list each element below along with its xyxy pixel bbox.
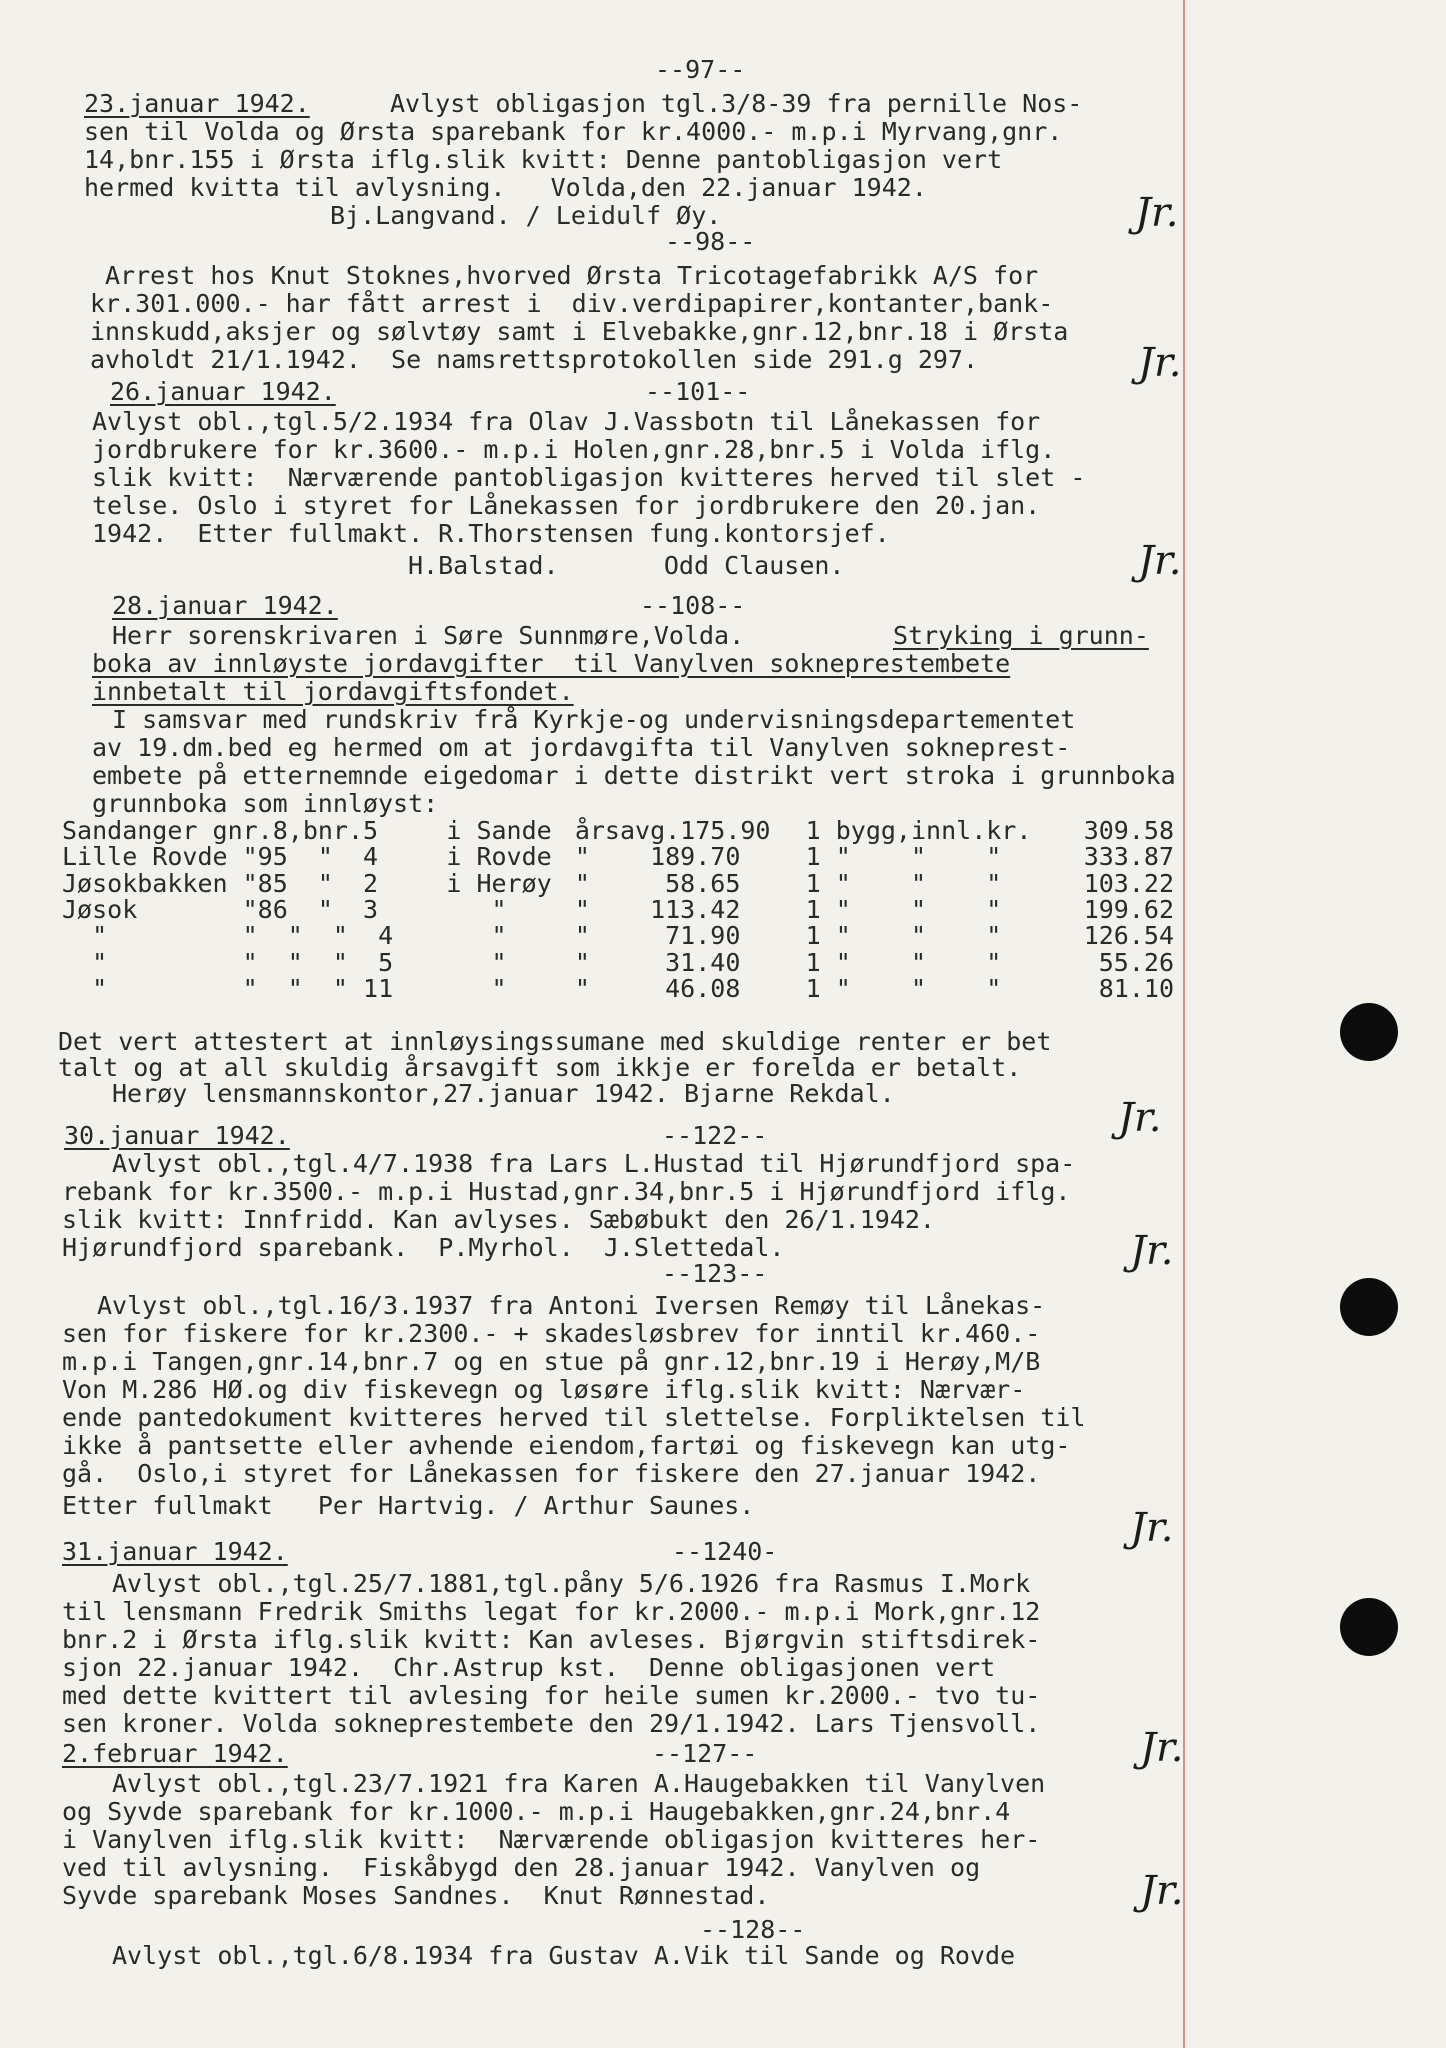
punch-hole	[1340, 1278, 1398, 1336]
entry-date: 23.januar 1942.	[84, 89, 310, 118]
entry-text-line: Hjørundfjord sparebank. P.Myrhol. J.Slettedal.	[62, 1233, 785, 1262]
table-cell: " 31.40	[574, 947, 741, 977]
table-row	[58, 871, 1178, 897]
entry-text-line: innskudd,aksjer og sølvtøy samt i Elvebakke,gnr.12,bnr.18 i Ørsta	[90, 317, 1069, 346]
entry-text-line: av 19.dm.bed eg hermed om at jordavgifta til Vanylven sokneprest-	[92, 733, 1071, 762]
entry-text-line: til lensmann Fredrik Smiths legat for kr.2000.- m.p.i Mork,gnr.12	[62, 1597, 1041, 1626]
entry-text-line: 14,bnr.155 i Ørsta iflg.slik kvitt: Denne pantobligasjon vert	[84, 145, 1003, 174]
entry-number: --127--	[652, 1739, 758, 1768]
entry-heading: innbetalt til jordavgiftsfondet.	[92, 677, 574, 706]
table-cell: 1 bygg,innl.kr.	[805, 816, 1032, 846]
table-cell: 199.62	[1083, 895, 1174, 925]
table-cell: Sandanger gnr.8,bnr.5	[62, 816, 379, 846]
table-row	[58, 949, 1178, 975]
page-number: --97--	[655, 55, 746, 84]
entry-text-line: og Syvde sparebank for kr.1000.- m.p.i Haugebakken,gnr.24,bnr.4	[62, 1797, 1011, 1826]
margin-initials: Jr.	[1140, 1725, 1184, 1771]
entry-text-line: Etter fullmakt Per Hartvig. / Arthur Saunes.	[62, 1491, 755, 1520]
entry-number: --108--	[640, 591, 746, 620]
entry-text-line: Avlyst obl.,tgl.23/7.1921 fra Karen A.Haugebakken til Vanylven	[112, 1769, 1046, 1798]
entry-text-line: sen for fiskere for kr.2300.- + skadesløsbrev for inntil kr.460.-	[62, 1319, 1041, 1348]
table-cell: Jøsokbakken "85 " 2	[62, 868, 379, 898]
entry-text-line: Von M.286 HØ.og div fiskevegn og løsøre iflg.slik kvitt: Nærvær-	[62, 1375, 1026, 1404]
entry-text-line: ikke å pantsette eller avhende eiendom,fartøi og fiskevegn kan utg-	[62, 1431, 1071, 1460]
entry-signature: H.Balstad. Odd Clausen.	[408, 551, 845, 580]
table-cell: 1 " " "	[805, 868, 1002, 898]
table-cell: 1 " " "	[805, 895, 1002, 925]
entry-date: 26.januar 1942.	[110, 377, 336, 406]
entry-text-line: Det vert attestert at innløysingssumane med skuldige renter er bet	[58, 1027, 1052, 1056]
entry-text-line: Avlyst obl.,tgl.6/8.1934 fra Gustav A.Vik til Sande og Rovde	[112, 1941, 1016, 1970]
table-cell: " 58.65	[574, 868, 741, 898]
entry-text-line: 1942. Etter fullmakt. R.Thorstensen fung.kontorsjef.	[92, 519, 890, 548]
entry-number: --98--	[665, 227, 756, 256]
table-cell: i Rovde	[446, 842, 552, 872]
entry-text-line: grunnboka som innløyst:	[92, 789, 439, 818]
table-cell: 333.87	[1083, 842, 1174, 872]
margin-initials: Jr.	[1138, 340, 1182, 386]
entry-text-line: gå. Oslo,i styret for Lånekassen for fiskere den 27.januar 1942.	[62, 1459, 1041, 1488]
entry-number: --122--	[662, 1121, 768, 1150]
table-cell: "	[446, 947, 507, 977]
punch-hole	[1340, 1003, 1398, 1061]
table-row	[58, 818, 1178, 844]
table-cell: i Herøy	[446, 868, 552, 898]
margin-initials: Jr.	[1135, 190, 1179, 236]
table-row	[58, 897, 1178, 923]
entry-text-line: embete på etternemnde eigedomar i dette distrikt vert stroka i grunnboka	[92, 761, 1176, 790]
entry-text-line: Avlyst obl.,tgl.16/3.1937 fra Antoni Iversen Remøy til Lånekas-	[97, 1291, 1046, 1320]
entry-date: 31.januar 1942.	[62, 1537, 288, 1566]
entry-number: --123--	[662, 1259, 768, 1288]
entry-text-line: sen til Volda og Ørsta sparebank for kr.4000.- m.p.i Myrvang,gnr.	[84, 117, 1063, 146]
entry-text-line: Avlyst obl.,tgl.25/7.1881,tgl.påny 5/6.1926 fra Rasmus I.Mork	[112, 1569, 1031, 1598]
entry-text-line: bnr.2 i Ørsta iflg.slik kvitt: Kan avleses. Bjørgvin stiftsdirek-	[62, 1625, 1041, 1654]
entry-text-line: Herøy lensmannskontor,27.januar 1942. Bjarne Rekdal.	[112, 1079, 895, 1108]
table-cell: årsavg.175.90	[574, 816, 771, 846]
entry-text-line: jordbrukere for kr.3600.- m.p.i Holen,gnr.28,bnr.5 i Volda iflg.	[92, 435, 1056, 464]
table-cell: Lille Rovde "95 " 4	[62, 842, 379, 872]
entry-text-line: telse. Oslo i styret for Lånekassen for jordbrukere den 20.jan.	[92, 491, 1041, 520]
table-cell: "	[446, 895, 507, 925]
entry-text-line: Syvde sparebank Moses Sandnes. Knut Rønnestad.	[62, 1881, 770, 1910]
table-cell: 81.10	[1098, 973, 1174, 1003]
entry-text-line: sen kroner. Volda sokneprestembete den 29/1.1942. Lars Tjensvoll.	[62, 1709, 1041, 1738]
margin-initials: Jr.	[1130, 1228, 1174, 1274]
margin-initials: Jr.	[1138, 538, 1182, 584]
table-cell: i Sande	[446, 816, 552, 846]
table-cell: 126.54	[1083, 921, 1174, 951]
entry-text-line: Arrest hos Knut Stoknes,hvorved Ørsta Tricotagefabrikk A/S for	[105, 261, 1039, 290]
table-cell: 1 " " "	[805, 842, 1002, 872]
table-cell: " " " " 4	[62, 921, 394, 951]
property-table	[58, 818, 1178, 1002]
table-cell: 103.22	[1083, 868, 1174, 898]
entry-date: 30.januar 1942.	[64, 1121, 290, 1150]
table-row	[58, 923, 1178, 949]
entry-text-line: rebank for kr.3500.- m.p.i Hustad,gnr.34,bnr.5 i Hjørundfjord iflg.	[62, 1177, 1071, 1206]
table-cell: 1 " " "	[805, 973, 1002, 1003]
entry-date: 28.januar 1942.	[112, 591, 338, 620]
table-cell: 55.26	[1098, 947, 1174, 977]
entry-text-line: sjon 22.januar 1942. Chr.Astrup kst. Denne obligasjonen vert	[62, 1653, 996, 1682]
table-cell: " 71.90	[574, 921, 741, 951]
entry-number: --128--	[700, 1915, 806, 1944]
table-row	[58, 976, 1178, 1002]
punch-hole	[1340, 1598, 1398, 1656]
entry-heading: boka av innløyste jordavgifter til Vanylven sokneprestembete	[92, 649, 1011, 678]
entry-text-line: slik kvitt: Innfridd. Kan avlyses. Sæbøbukt den 26/1.1942.	[62, 1205, 935, 1234]
entry-text-line: I samsvar med rundskriv frå Kyrkje-og undervisningsdepartementet	[112, 705, 1076, 734]
entry-signature: Bj.Langvand. / Leidulf Øy.	[330, 201, 722, 230]
entry-text-line: hermed kvitta til avlysning. Volda,den 22.januar 1942.	[84, 173, 927, 202]
entry-date: 2.februar 1942.	[62, 1739, 288, 1768]
entry-text-line: kr.301.000.- har fått arrest i div.verdipapirer,kontanter,bank-	[90, 289, 1054, 318]
margin-initials: Jr.	[1140, 1868, 1184, 1914]
margin-initials: Jr.	[1118, 1095, 1162, 1141]
table-cell: " " " " 5	[62, 947, 394, 977]
entry-text-line: avholdt 21/1.1942. Se namsrettsprotokollen side 291.g 297.	[90, 345, 979, 374]
table-cell: Jøsok "86 " 3	[62, 895, 379, 925]
entry-text-line: Avlyst obl.,tgl.4/7.1938 fra Lars L.Hustad til Hjørundfjord spa-	[112, 1149, 1076, 1178]
table-cell: " 113.42	[574, 895, 741, 925]
entry-text-line: ved til avlysning. Fiskåbygd den 28.januar 1942. Vanylven og	[62, 1853, 981, 1882]
table-cell: 1 " " "	[805, 947, 1002, 977]
entry-text-line: Herr sorenskrivaren i Søre Sunnmøre,Volda.	[112, 621, 745, 650]
margin-initials: Jr.	[1130, 1505, 1174, 1551]
table-cell: "	[446, 921, 507, 951]
table-row	[58, 844, 1178, 870]
entry-number: --101--	[645, 377, 751, 406]
table-cell: " 46.08	[574, 973, 741, 1003]
entry-text-line: i Vanylven iflg.slik kvitt: Nærværende obligasjon kvitteres her-	[62, 1825, 1041, 1854]
entry-text-line: Avlyst obligasjon tgl.3/8-39 fra pernille Nos-	[390, 89, 1083, 118]
entry-number: --1240-	[672, 1537, 778, 1566]
entry-text-line: m.p.i Tangen,gnr.14,bnr.7 og en stue på gnr.12,bnr.19 i Herøy,M/B	[62, 1347, 1041, 1376]
table-cell: " 189.70	[574, 842, 741, 872]
entry-text-line: ende pantedokument kvitteres herved til slettelse. Forpliktelsen til	[62, 1403, 1086, 1432]
entry-text-line: med dette kvittert til avlesing for heile sumen kr.2000.- tvo tu-	[62, 1681, 1041, 1710]
table-cell: " " " " 11	[62, 973, 394, 1003]
table-cell: 309.58	[1083, 816, 1174, 846]
table-cell: 1 " " "	[805, 921, 1002, 951]
entry-text-line: slik kvitt: Nærværende pantobligasjon kvitteres herved til slet -	[92, 463, 1086, 492]
table-cell: "	[446, 973, 507, 1003]
entry-heading: Stryking i grunn-	[893, 621, 1149, 650]
entry-text-line: talt og at all skuldig årsavgift som ikkje er forelda er betalt.	[58, 1053, 1022, 1082]
entry-text-line: Avlyst obl.,tgl.5/2.1934 fra Olav J.Vassbotn til Lånekassen for	[92, 407, 1041, 436]
